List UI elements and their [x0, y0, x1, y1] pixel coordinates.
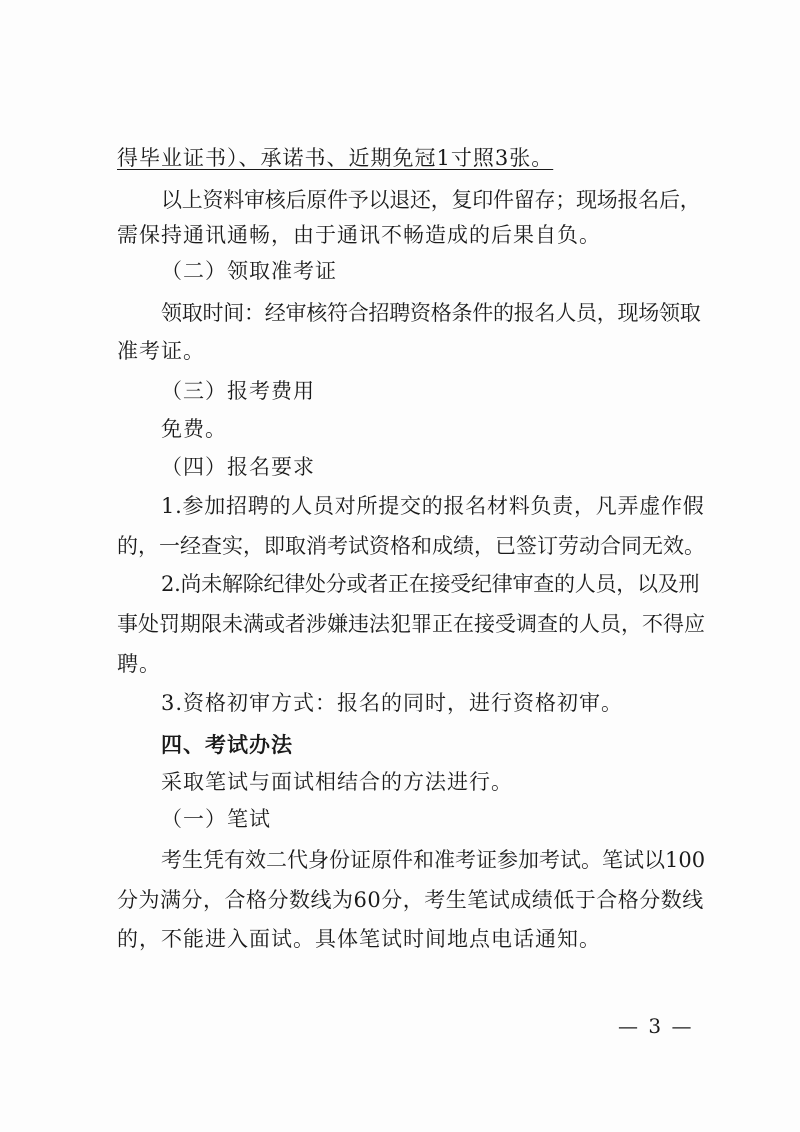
text-line-15: 3.资格初审方式：报名的同时，进行资格初审。	[161, 691, 624, 715]
subheading-requirements: （四）报名要求	[161, 455, 315, 479]
text-line-12: 2.尚未解除纪律处分或者正在接受纪律审查的人员，以及刑	[161, 572, 700, 596]
text-line-14: 聘。	[117, 652, 161, 676]
subheading-fees: （三）报考费用	[161, 379, 315, 403]
text-line-1: 得毕业证书）、承诺书、近期免冠1寸照3张。	[117, 146, 554, 170]
text-line-17: 采取笔试与面试相结合的方法进行。	[161, 770, 513, 794]
text-line-8: 免费。	[161, 417, 227, 441]
section-heading-exam: 四、考试办法	[161, 733, 293, 757]
text-line-10: 1.参加招聘的人员对所提交的报名材料负责，凡弄虚作假	[161, 494, 705, 518]
page-number: — 3 —	[618, 1014, 694, 1038]
text-line-11: 的，一经查实，即取消考试资格和成绩，已签订劳动合同无效。	[117, 534, 705, 558]
text-line-19: 考生凭有效二代身份证原件和准考证参加考试。笔试以100	[161, 848, 706, 872]
text-line-3: 需保持通讯通畅，由于通讯不畅造成的后果自负。	[117, 223, 601, 247]
text-line-6: 准考证。	[117, 339, 205, 363]
subheading-ticket: （二）领取准考证	[161, 259, 337, 283]
text-line-13: 事处罚期限未满或者涉嫌违法犯罪正在接受调查的人员，不得应	[117, 612, 705, 636]
text-line-5: 领取时间：经审核符合招聘资格条件的报名人员，现场领取	[161, 301, 701, 325]
text-line-2: 以上资料审核后原件予以退还，复印件留存；现场报名后，	[161, 188, 701, 212]
subheading-written-exam: （一）笔试	[161, 807, 271, 831]
text-line-21: 的，不能进入面试。具体笔试时间地点电话通知。	[117, 927, 601, 951]
text-line-20: 分为满分，合格分数线为60分，考生笔试成绩低于合格分数线	[117, 888, 704, 912]
